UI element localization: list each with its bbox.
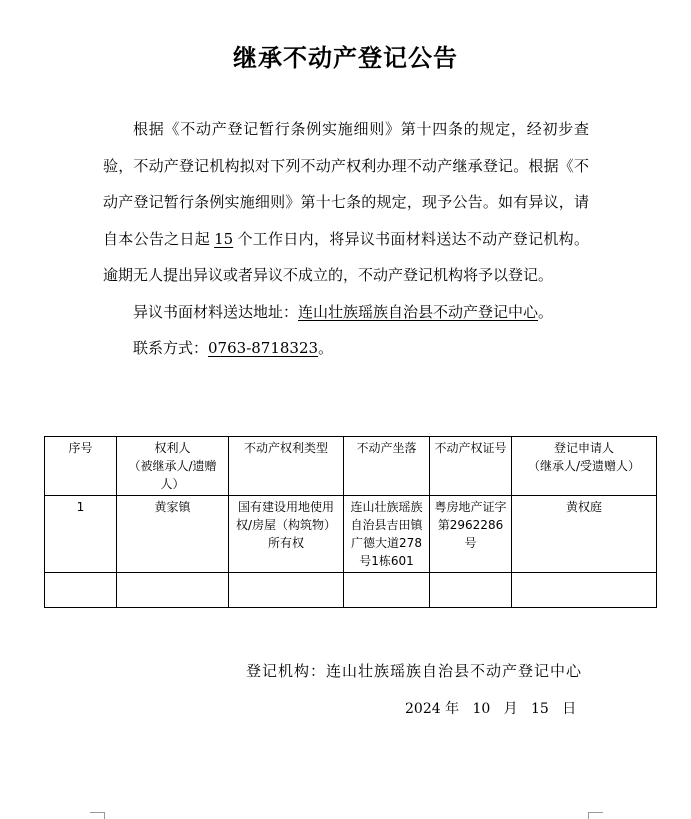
registration-table (44, 436, 657, 608)
header-right-type: 不动产权利类型 (229, 437, 344, 496)
date-day-unit: 日 (562, 701, 577, 717)
date-day: 15 (531, 701, 549, 717)
contact-label: 联系方式： (133, 339, 209, 357)
cell-right-holder: 黄家镇 (117, 496, 229, 573)
contact-line (103, 330, 589, 367)
announcement-paragraph (103, 111, 589, 294)
address-value: 连山壮族瑶族自治县不动产登记中心 (298, 302, 539, 321)
contact-end: 。 (318, 339, 334, 357)
announcement-body (103, 111, 589, 367)
header-right-holder: 权利人 （被继承人/遗赠人） (117, 437, 229, 496)
contact-phone: 0763-8718323 (208, 339, 319, 357)
cell-right-type: 国有建设用地使用权/房屋（构筑物）所有权 (229, 496, 344, 573)
table-row-empty (45, 573, 657, 608)
paragraph-text-start: 根据《不动产登记暂行条例实施细则》第十四条的规定，经初步查验，不动产登记机构拟对下列不动产权利办理不动产继承登记。根据《不动产登记暂行条例实施细则》第十七条的规定，现予公告。如有异议，请自本公告之日起 (103, 120, 589, 248)
cell-certificate: 粤房地产证字第2962286号 (430, 496, 512, 573)
registration-authority: 登记机构：连山壮族瑶族自治县不动产登记中心 (246, 662, 583, 680)
cell-empty (117, 573, 229, 608)
date-month: 10 (472, 701, 491, 717)
cell-empty (344, 573, 430, 608)
date-year-unit: 年 (445, 701, 460, 717)
table-row (45, 496, 657, 573)
header-applicant: 登记申请人 （继承人/受遗赠人） (512, 437, 657, 496)
address-label: 异议书面材料送达地址： (133, 302, 299, 321)
announcement-date (405, 698, 576, 718)
date-month-unit: 月 (503, 701, 518, 717)
header-certificate: 不动产权证号 (430, 437, 512, 496)
objection-days: 15 (214, 229, 234, 248)
header-location: 不动产坐落 (344, 437, 430, 496)
address-end: 。 (538, 302, 554, 321)
cell-empty (512, 573, 657, 608)
page-title: 继承不动产登记公告 (233, 43, 458, 72)
cell-empty (229, 573, 344, 608)
cell-location: 连山壮族瑶族自治县吉田镇广德大道278号1栋601 (344, 496, 430, 573)
header-serial: 序号 (45, 437, 117, 496)
address-line (103, 294, 589, 331)
cell-serial: 1 (45, 496, 117, 573)
paragraph-text-end: 个工作日内，将异议书面材料送达不动产登记机构。逾期无人提出异议或者异议不成立的，不动产登记机构将予以登记。 (103, 229, 589, 284)
table-header-row (45, 437, 657, 496)
cell-empty (45, 573, 117, 608)
cell-empty (430, 573, 512, 608)
date-year: 2024 (405, 701, 441, 717)
cell-applicant: 黄权庭 (512, 496, 657, 573)
